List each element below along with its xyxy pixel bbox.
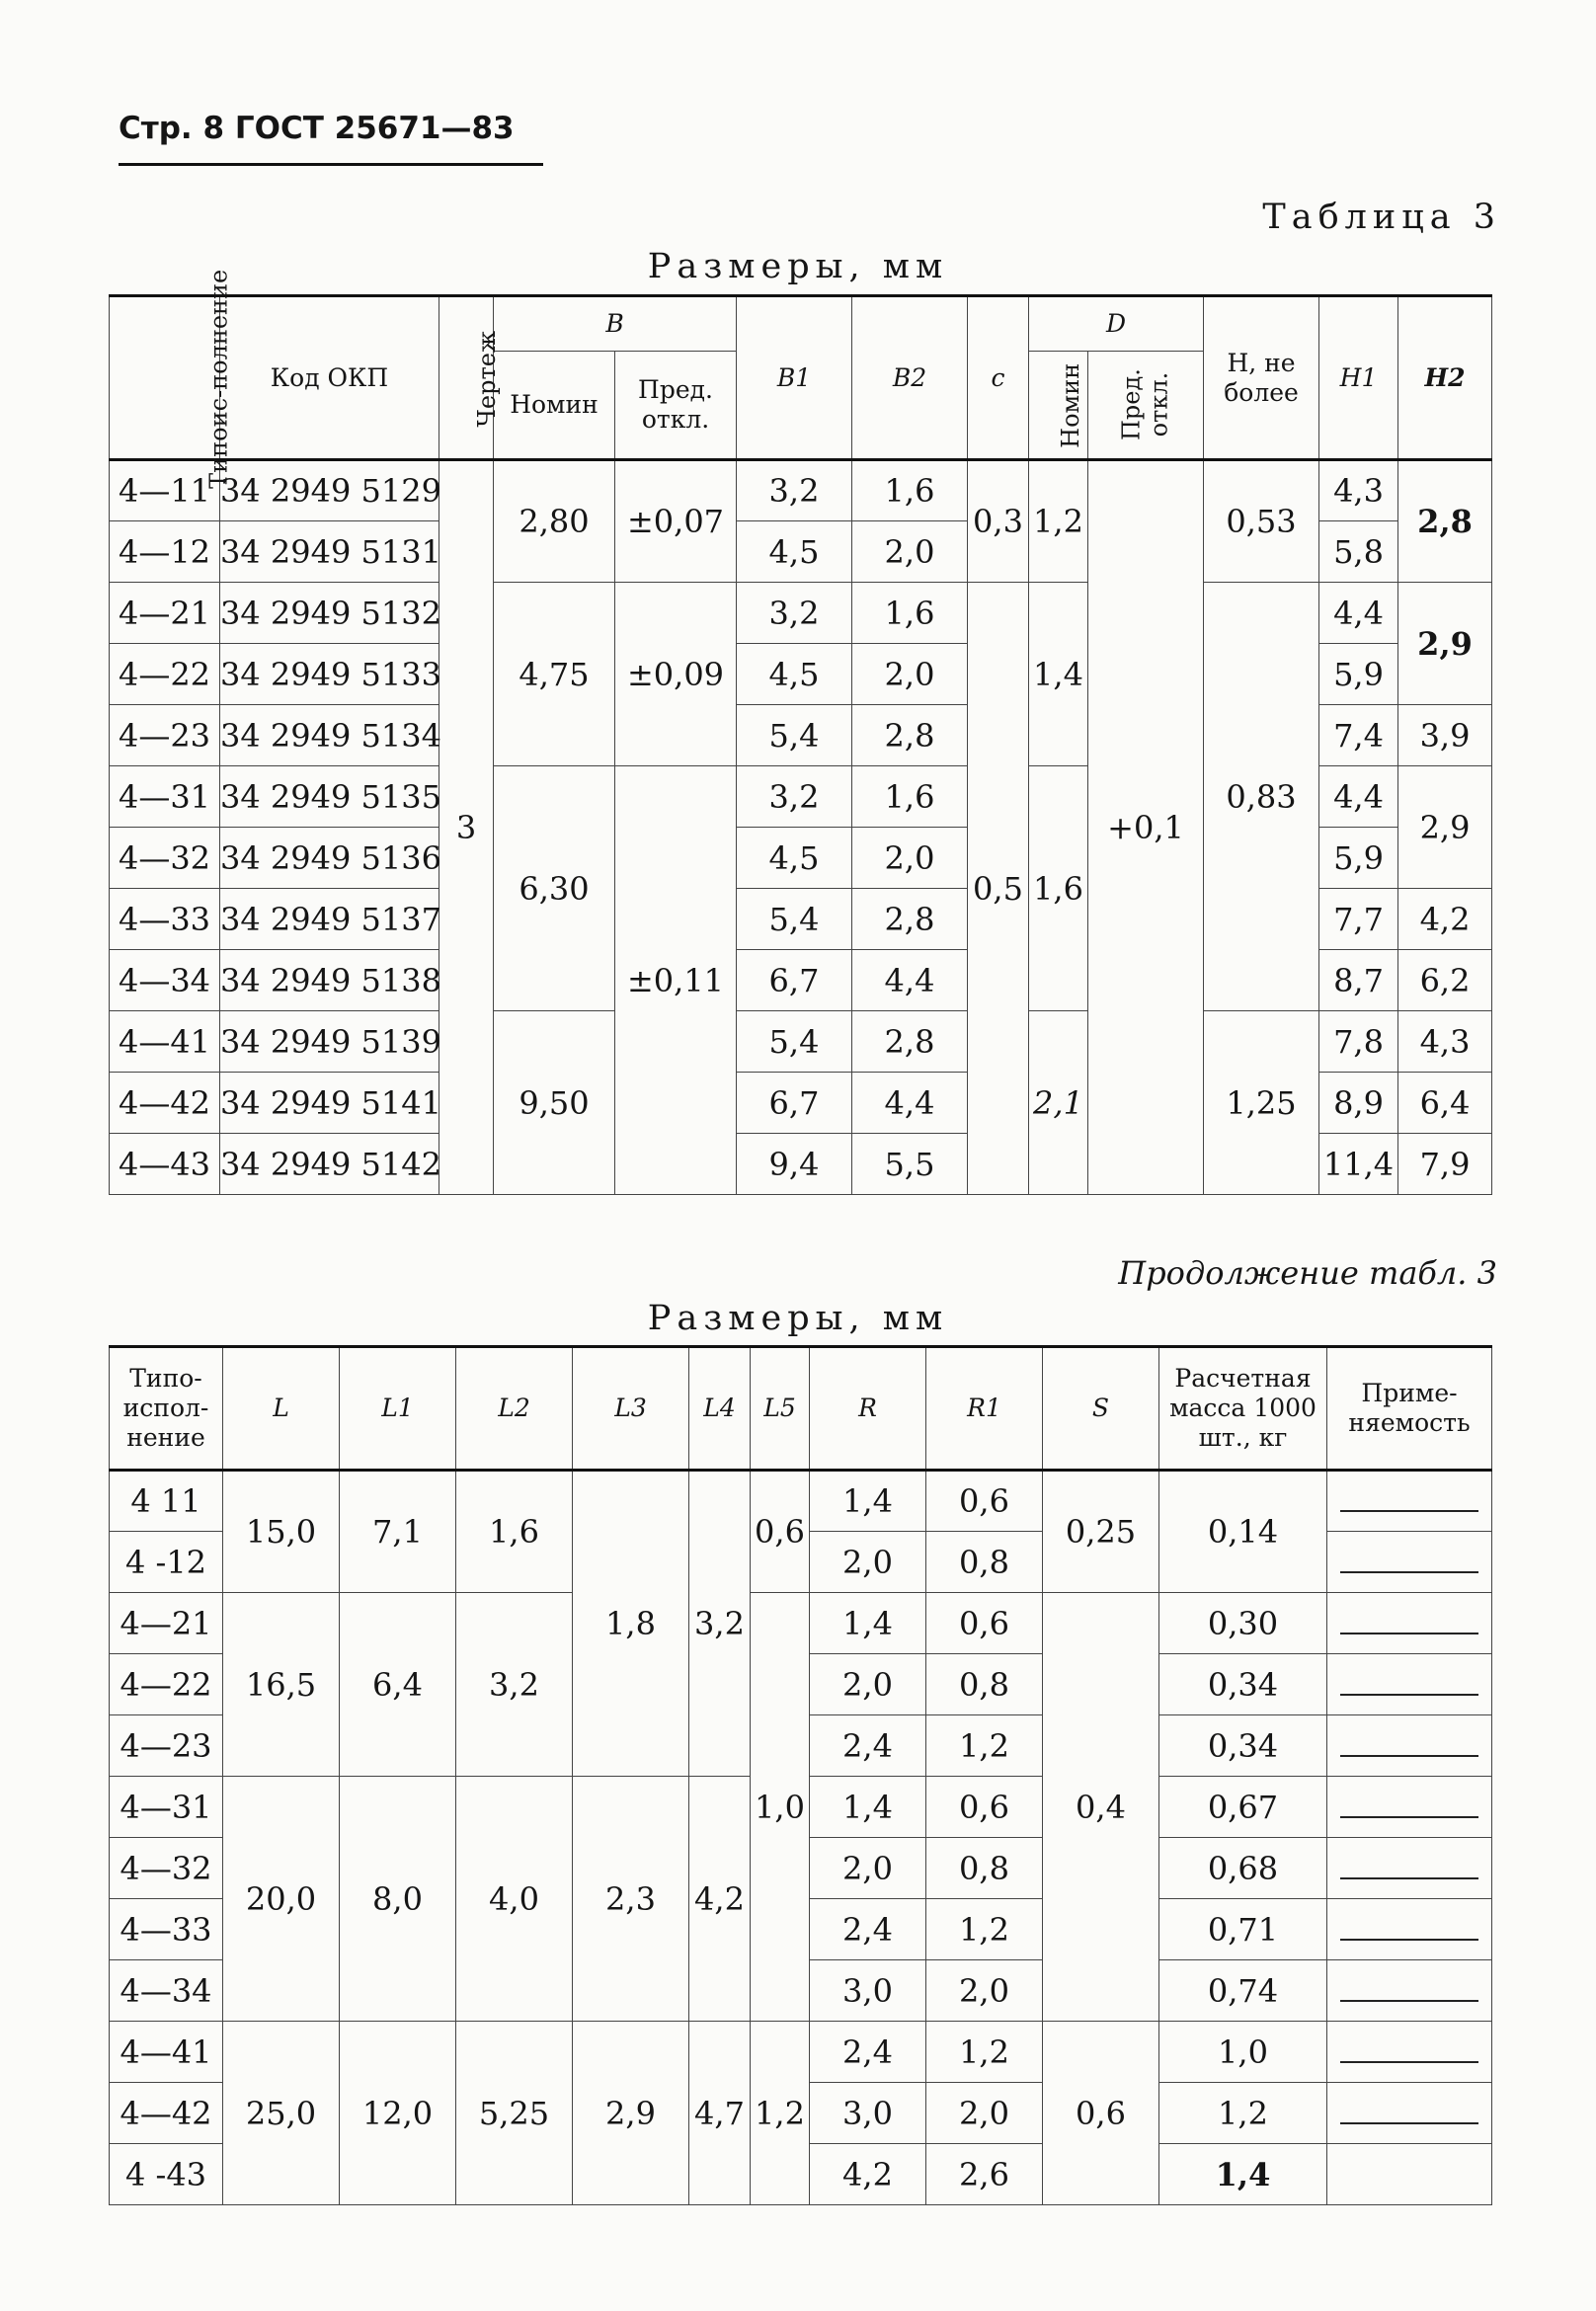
h2-cell: 6,4 [1398, 1073, 1492, 1134]
h1-cell: 7,8 [1319, 1011, 1398, 1073]
b1-cell: 5,4 [737, 889, 852, 950]
b2-cell: 5,5 [852, 1134, 968, 1195]
r1-cell: 0,8 [926, 1838, 1043, 1899]
usage-dash [1340, 1938, 1478, 1941]
h2-cell: 4,3 [1398, 1011, 1492, 1073]
col-usage-header: Приме-няемость [1327, 1347, 1492, 1471]
r-cell: 3,0 [810, 2083, 926, 2144]
type-cell: 4—42 [110, 2083, 223, 2144]
l-cell: 15,0 [223, 1471, 340, 1593]
mass-cell: 1,0 [1159, 2022, 1327, 2083]
usage-dash [1340, 1754, 1478, 1757]
col-b1-header: B1 [737, 296, 852, 460]
d-nom-cell: 1,2 [1029, 460, 1088, 583]
col-s-header: S [1043, 1347, 1159, 1471]
col-c-header: c [968, 296, 1029, 460]
usage-cell [1327, 1960, 1492, 2022]
b1-cell: 3,2 [737, 766, 852, 828]
h2-cell: 6,2 [1398, 950, 1492, 1011]
b2-cell: 1,6 [852, 460, 968, 521]
table-number: Таблица 3 [1262, 198, 1501, 237]
code-cell: 34 2949 5139 [220, 1011, 439, 1073]
l-cell: 20,0 [223, 1777, 340, 2022]
r-cell: 2,4 [810, 2022, 926, 2083]
h1-cell: 8,9 [1319, 1073, 1398, 1134]
type-cell: 4—31 [110, 766, 220, 828]
code-cell: 34 2949 5131 [220, 521, 439, 583]
col-d-tol-header: Пред. откл. [1088, 352, 1204, 460]
b2-cell: 1,6 [852, 583, 968, 644]
col-h1-header: H1 [1319, 296, 1398, 460]
type-cell: 4—34 [110, 950, 220, 1011]
usage-cell [1327, 1715, 1492, 1777]
r-cell: 3,0 [810, 1960, 926, 2022]
b-nom-cell: 6,30 [494, 766, 615, 1011]
h1-cell: 7,7 [1319, 889, 1398, 950]
h2-cell: 2,9 [1398, 766, 1492, 889]
b2-cell: 4,4 [852, 950, 968, 1011]
type-cell: 4—11 [110, 460, 220, 521]
type-cell: 4—21 [110, 1593, 223, 1654]
b1-cell: 4,5 [737, 828, 852, 889]
b2-cell: 2,8 [852, 1011, 968, 1073]
type-cell: 4—21 [110, 583, 220, 644]
col-l4-header: L4 [689, 1347, 751, 1471]
l5-cell: 1,0 [751, 1593, 810, 2022]
b2-cell: 2,0 [852, 521, 968, 583]
type-cell: 4—12 [110, 521, 220, 583]
type-cell: 4—31 [110, 1777, 223, 1838]
r-cell: 2,0 [810, 1532, 926, 1593]
mass-cell: 0,67 [1159, 1777, 1327, 1838]
usage-dash [1340, 2060, 1478, 2063]
b1-cell: 5,4 [737, 1011, 852, 1073]
usage-dash [1340, 1876, 1478, 1879]
usage-dash [1340, 1632, 1478, 1634]
type-cell: 4—22 [110, 1654, 223, 1715]
r1-cell: 0,8 [926, 1654, 1043, 1715]
usage-cell [1327, 1471, 1492, 1532]
col-type-header: Типо-испол-нение [110, 1347, 223, 1471]
type-cell: 4—22 [110, 644, 220, 705]
b1-cell: 3,2 [737, 583, 852, 644]
l4-cell: 4,7 [689, 2022, 751, 2205]
code-cell: 34 2949 5138 [220, 950, 439, 1011]
type-cell: 4—41 [110, 1011, 220, 1073]
l4-cell: 4,2 [689, 1777, 751, 2022]
h-cell: 0,53 [1204, 460, 1319, 583]
b-tol-cell: ±0,07 [615, 460, 737, 583]
h1-cell: 8,7 [1319, 950, 1398, 1011]
col-l5-header: L5 [751, 1347, 810, 1471]
r-cell: 2,0 [810, 1838, 926, 1899]
r-cell: 4,2 [810, 2144, 926, 2205]
h-cell: 0,83 [1204, 583, 1319, 1011]
code-cell: 34 2949 5141 [220, 1073, 439, 1134]
code-cell: 34 2949 5142 [220, 1134, 439, 1195]
r-cell: 2,0 [810, 1654, 926, 1715]
col-b-nom-header: Номин [494, 352, 615, 460]
drawing-cell: 3 [439, 460, 494, 1195]
b1-cell: 4,5 [737, 644, 852, 705]
l1-cell: 8,0 [340, 1777, 456, 2022]
r-cell: 2,4 [810, 1715, 926, 1777]
col-r-header: R [810, 1347, 926, 1471]
d-tol-cell: +0,1 [1088, 460, 1204, 1195]
code-cell: 34 2949 5135 [220, 766, 439, 828]
col-r1-header: R1 [926, 1347, 1043, 1471]
mass-cell: 0,68 [1159, 1838, 1327, 1899]
b2-cell: 2,8 [852, 705, 968, 766]
b2-cell: 2,0 [852, 828, 968, 889]
b2-cell: 4,4 [852, 1073, 968, 1134]
mass-cell: 0,34 [1159, 1654, 1327, 1715]
r1-cell: 2,0 [926, 2083, 1043, 2144]
h1-cell: 5,9 [1319, 828, 1398, 889]
l-cell: 25,0 [223, 2022, 340, 2205]
h2-cell: 3,9 [1398, 705, 1492, 766]
col-drawing-header: Чертеж [439, 296, 494, 460]
col-l1-header: L1 [340, 1347, 456, 1471]
d-nom-cell: 1,6 [1029, 766, 1088, 1011]
b-tol-cell: ±0,11 [615, 766, 737, 1195]
type-cell: 4—33 [110, 889, 220, 950]
type-cell: 4 -12 [110, 1532, 223, 1593]
h1-cell: 5,8 [1319, 521, 1398, 583]
table-row [110, 460, 1492, 521]
usage-cell [1327, 1899, 1492, 1960]
type-cell: 4—32 [110, 1838, 223, 1899]
usage-cell [1327, 1654, 1492, 1715]
h2-cell: 2,8 [1398, 460, 1492, 583]
h2-cell: 4,2 [1398, 889, 1492, 950]
table-row [110, 1593, 1492, 1654]
header-rule [119, 163, 543, 166]
table-caption: Размеры, мм [647, 247, 949, 286]
code-cell: 34 2949 5132 [220, 583, 439, 644]
r1-cell: 0,6 [926, 1777, 1043, 1838]
l2-cell: 1,6 [456, 1471, 573, 1593]
r1-cell: 0,6 [926, 1593, 1043, 1654]
r1-cell: 0,6 [926, 1471, 1043, 1532]
l2-cell: 3,2 [456, 1593, 573, 1777]
r1-cell: 1,2 [926, 1899, 1043, 1960]
mass-cell: 0,74 [1159, 1960, 1327, 2022]
b1-cell: 6,7 [737, 1073, 852, 1134]
col-l3-header: L3 [573, 1347, 689, 1471]
type-cell: 4—23 [110, 1715, 223, 1777]
r1-cell: 2,0 [926, 1960, 1043, 2022]
usage-cell [1327, 1593, 1492, 1654]
c-cell: 0,3 [968, 460, 1029, 583]
usage-dash [1340, 2121, 1478, 2124]
type-cell: 4—42 [110, 1073, 220, 1134]
b2-cell: 1,6 [852, 766, 968, 828]
usage-cell [1327, 1777, 1492, 1838]
mass-cell: 0,14 [1159, 1471, 1327, 1593]
col-b-header: B [494, 296, 737, 352]
usage-cell [1327, 2083, 1492, 2144]
b-tol-cell: ±0,09 [615, 583, 737, 766]
s-cell: 0,4 [1043, 1593, 1159, 2022]
l4-cell: 3,2 [689, 1471, 751, 1777]
usage-cell [1327, 1838, 1492, 1899]
mass-cell: 0,30 [1159, 1593, 1327, 1654]
continuation-caption: Размеры, мм [647, 1299, 949, 1338]
s-cell: 0,25 [1043, 1471, 1159, 1593]
usage-dash [1340, 1815, 1478, 1818]
b-nom-cell: 9,50 [494, 1011, 615, 1195]
h1-cell: 5,9 [1319, 644, 1398, 705]
h2-cell: 2,9 [1398, 583, 1492, 705]
col-d-header: D [1029, 296, 1204, 352]
b1-cell: 4,5 [737, 521, 852, 583]
type-cell: 4—43 [110, 1134, 220, 1195]
d-nom-cell: 2,1 [1029, 1011, 1088, 1195]
mass-cell: 0,34 [1159, 1715, 1327, 1777]
col-type-header: Типоис-полнение [110, 296, 220, 460]
table-row [110, 1471, 1492, 1532]
r1-cell: 0,8 [926, 1532, 1043, 1593]
col-b2-header: B2 [852, 296, 968, 460]
r-cell: 1,4 [810, 1593, 926, 1654]
l-cell: 16,5 [223, 1593, 340, 1777]
continuation-title: Продолжение табл. 3 [1118, 1254, 1497, 1292]
usage-cell [1327, 1532, 1492, 1593]
col-d-nom-header: Номин [1029, 352, 1088, 460]
l3-cell: 1,8 [573, 1471, 689, 1777]
l1-cell: 6,4 [340, 1593, 456, 1777]
code-cell: 34 2949 5136 [220, 828, 439, 889]
b1-cell: 6,7 [737, 950, 852, 1011]
b2-cell: 2,0 [852, 644, 968, 705]
col-mass-header: Расчетная масса 1000 шт., кг [1159, 1347, 1327, 1471]
b2-cell: 2,8 [852, 889, 968, 950]
table-row [110, 2022, 1492, 2083]
l2-cell: 5,25 [456, 2022, 573, 2205]
l3-cell: 2,3 [573, 1777, 689, 2022]
h-cell: 1,25 [1204, 1011, 1319, 1195]
col-l2-header: L2 [456, 1347, 573, 1471]
type-cell: 4 11 [110, 1471, 223, 1532]
usage-cell [1327, 2022, 1492, 2083]
table-row [110, 1011, 1492, 1073]
col-l-header: L [223, 1347, 340, 1471]
page-header: Стр. 8 ГОСТ 25671—83 [119, 111, 515, 146]
b1-cell: 3,2 [737, 460, 852, 521]
col-code-header: Код ОКП [220, 296, 439, 460]
d-nom-cell: 1,4 [1029, 583, 1088, 766]
r1-cell: 1,2 [926, 1715, 1043, 1777]
mass-cell: 1,2 [1159, 2083, 1327, 2144]
mass-cell: 0,71 [1159, 1899, 1327, 1960]
code-cell: 34 2949 5133 [220, 644, 439, 705]
h1-cell: 4,3 [1319, 460, 1398, 521]
r1-cell: 2,6 [926, 2144, 1043, 2205]
type-cell: 4—23 [110, 705, 220, 766]
h1-cell: 4,4 [1319, 583, 1398, 644]
b1-cell: 9,4 [737, 1134, 852, 1195]
l3-cell: 2,9 [573, 2022, 689, 2205]
l1-cell: 7,1 [340, 1471, 456, 1593]
code-cell: 34 2949 5137 [220, 889, 439, 950]
h1-cell: 7,4 [1319, 705, 1398, 766]
usage-cell [1327, 2144, 1492, 2205]
l5-cell: 0,6 [751, 1471, 810, 1593]
b-nom-cell: 2,80 [494, 460, 615, 583]
type-cell: 4—41 [110, 2022, 223, 2083]
col-h2-header: H2 [1398, 296, 1492, 460]
col-h-header: H, не более [1204, 296, 1319, 460]
code-cell: 34 2949 5134 [220, 705, 439, 766]
h1-cell: 4,4 [1319, 766, 1398, 828]
r-cell: 1,4 [810, 1777, 926, 1838]
code-cell: 34 2949 5129 [220, 460, 439, 521]
b1-cell: 5,4 [737, 705, 852, 766]
r-cell: 1,4 [810, 1471, 926, 1532]
h2-cell: 7,9 [1398, 1134, 1492, 1195]
r-cell: 2,4 [810, 1899, 926, 1960]
col-b-tol-header: Пред. откл. [615, 352, 737, 460]
type-cell: 4—32 [110, 828, 220, 889]
mass-cell: 1,4 [1159, 2144, 1327, 2205]
h1-cell: 11,4 [1319, 1134, 1398, 1195]
type-cell: 4 -43 [110, 2144, 223, 2205]
c-cell: 0,5 [968, 583, 1029, 1195]
s-cell: 0,6 [1043, 2022, 1159, 2205]
usage-dash [1340, 1693, 1478, 1696]
b-nom-cell: 4,75 [494, 583, 615, 766]
usage-dash [1340, 1570, 1478, 1573]
l2-cell: 4,0 [456, 1777, 573, 2022]
usage-dash [1340, 1509, 1478, 1512]
type-cell: 4—33 [110, 1899, 223, 1960]
type-cell: 4—34 [110, 1960, 223, 2022]
r1-cell: 1,2 [926, 2022, 1043, 2083]
l5-cell: 1,2 [751, 2022, 810, 2205]
usage-dash [1340, 1999, 1478, 2002]
l1-cell: 12,0 [340, 2022, 456, 2205]
table-row [110, 583, 1492, 644]
